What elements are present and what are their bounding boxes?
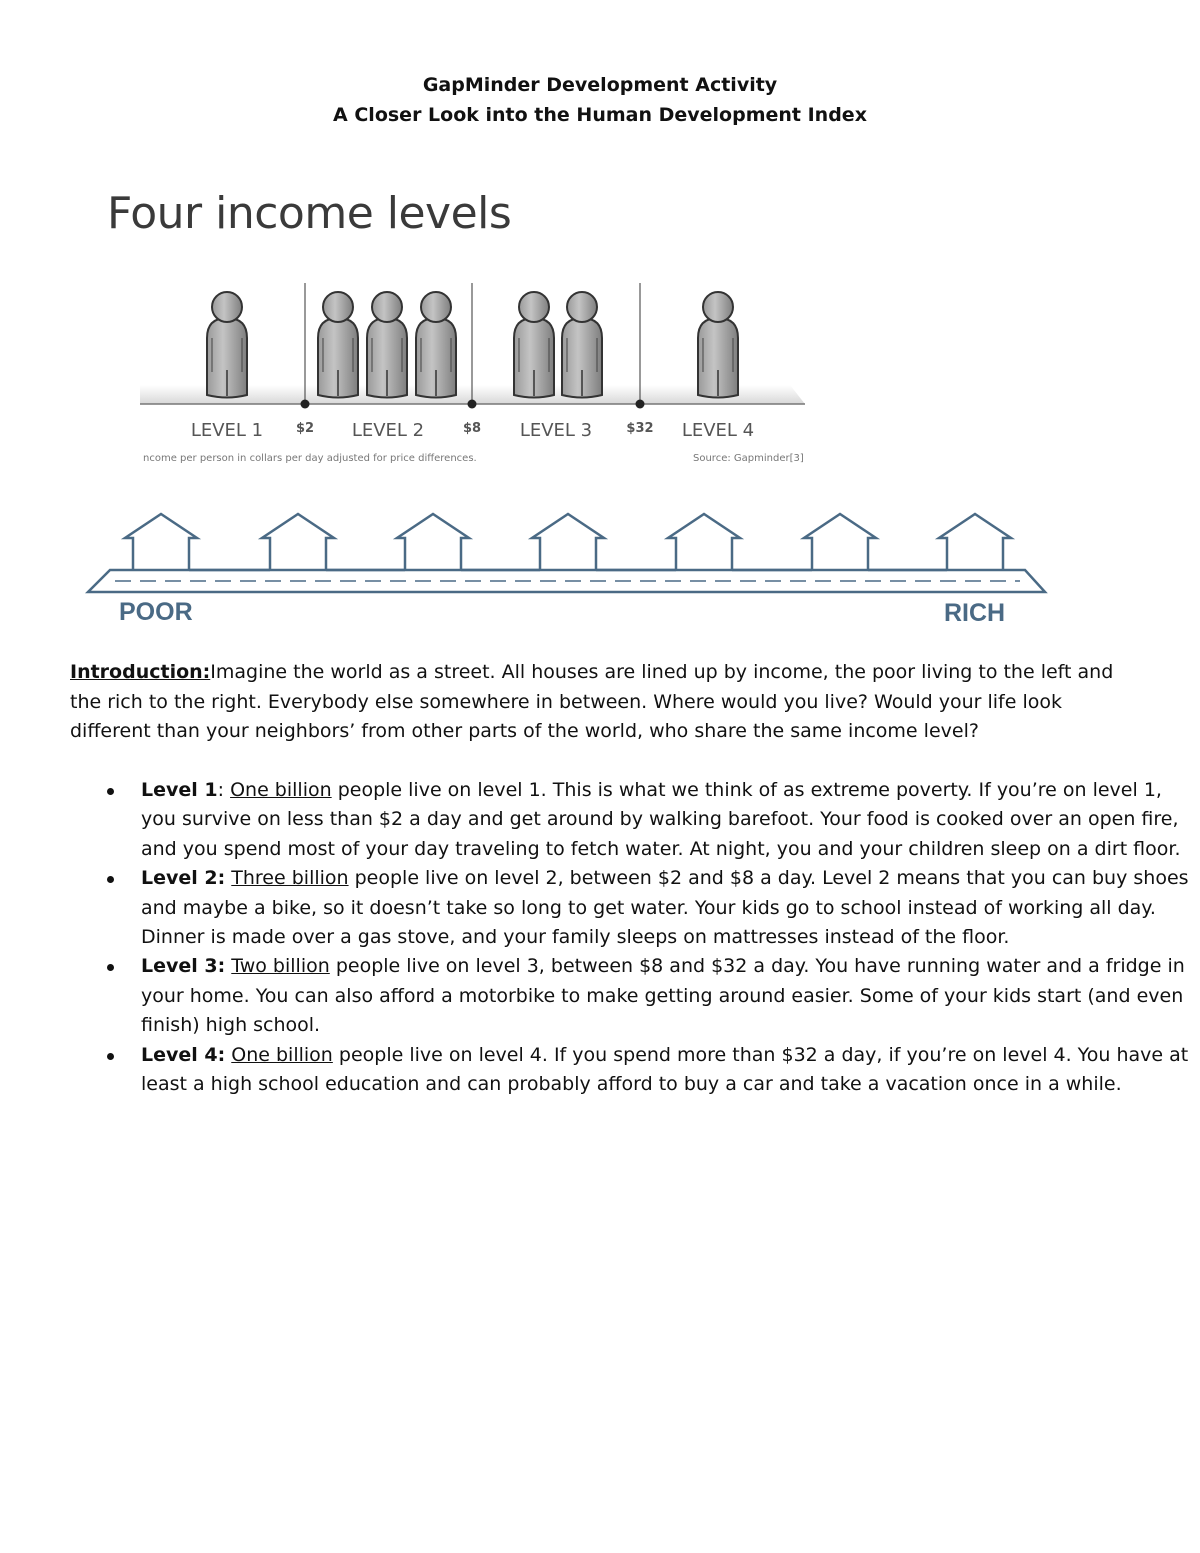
threshold-label: $2 bbox=[295, 421, 315, 436]
figure-title: Four income levels bbox=[107, 188, 512, 239]
level-population: Two billion bbox=[231, 955, 330, 978]
figure-source: Source: Gapminder[3] bbox=[693, 453, 804, 464]
bullet-icon bbox=[107, 876, 114, 883]
person-figure bbox=[562, 292, 602, 398]
person-figure bbox=[698, 292, 738, 398]
level-description: people live on level 1. This is what we think of as extreme poverty. If you’re on level 1, you survive on less than $2 a day and get around by walking barefoot. Your food is cooked over an open fire, and you spend most of your day traveling to fetch water. At night, you and your children sleep on a dirt floor. bbox=[141, 779, 1181, 860]
level-population: Three billion bbox=[231, 867, 349, 890]
level-item bbox=[141, 1041, 1200, 1100]
figure-note: ncome per person in collars per day adjusted for price differences. bbox=[143, 453, 477, 464]
level-name: Level 2: bbox=[141, 867, 226, 890]
level-description: people live on level 4. If you spend more than $32 a day, if you’re on level 4. You have at least a high school education and can probably afford to buy a car and take a vacation once in a while. bbox=[141, 1043, 1189, 1096]
threshold-marker bbox=[468, 400, 477, 409]
bullet-icon bbox=[107, 1053, 114, 1060]
introduction-paragraph bbox=[70, 658, 1130, 747]
levels-list bbox=[70, 776, 1200, 1099]
street-house bbox=[804, 514, 876, 570]
introduction-lead: Introduction: bbox=[70, 661, 211, 683]
person-figure bbox=[416, 292, 456, 398]
level-label: LEVEL 1 bbox=[190, 420, 264, 441]
street-diagram bbox=[88, 514, 1045, 627]
level-label: LEVEL 2 bbox=[351, 420, 425, 441]
introduction-text: Imagine the world as a street. All houses are lined up by income, the poor living to the left and the rich to the right. Everybody else somewhere in between. Where would you live? Would your life look different than your neighbors’ from other parts of the world, who share the same income level? bbox=[70, 661, 1114, 742]
person-figure bbox=[367, 292, 407, 398]
document-title: GapMinder Development Activity bbox=[422, 74, 778, 96]
street-house bbox=[668, 514, 740, 570]
street-house bbox=[262, 514, 334, 570]
person-figure bbox=[318, 292, 358, 398]
bullet-icon bbox=[107, 788, 114, 795]
threshold-label: $8 bbox=[462, 421, 482, 436]
level-name: Level 1 bbox=[141, 779, 218, 801]
level-population: One billion bbox=[231, 1043, 333, 1066]
income-levels-figure bbox=[0, 0, 1200, 640]
street-house bbox=[125, 514, 197, 570]
street-poor-label: POOR bbox=[119, 598, 193, 626]
street-rich-label: RICH bbox=[944, 599, 1006, 627]
person-figure bbox=[514, 292, 554, 398]
street-house bbox=[397, 514, 469, 570]
level-name: Level 3: bbox=[141, 955, 226, 978]
document-subtitle: A Closer Look into the Human Development Index bbox=[333, 104, 867, 126]
person-figure bbox=[207, 292, 247, 398]
level-description: people live on level 3, between $8 and $32 a day. You have running water and a fridge in your home. You can also afford a motorbike to make getting around easier. Some of your kids start (and even finish) high school. bbox=[141, 955, 1185, 1037]
level-population: One billion bbox=[230, 779, 332, 801]
level-separator: : bbox=[217, 779, 231, 801]
level-description: people live on level 2, between $2 and $8 a day. Level 2 means that you can buy shoes and maybe a bike, so it doesn’t take so long to get water. Your kids go to school instead of working all day. Dinner is made over a gas stove, and your family sleeps on mattresses instead of the floor. bbox=[141, 867, 1189, 949]
level-label: LEVEL 3 bbox=[519, 420, 593, 441]
level-item bbox=[141, 952, 1200, 1040]
level-name: Level 4: bbox=[141, 1043, 226, 1066]
level-item bbox=[141, 864, 1200, 952]
level-label: LEVEL 4 bbox=[681, 420, 755, 441]
threshold-label: $32 bbox=[626, 421, 654, 436]
bullet-icon bbox=[107, 964, 114, 971]
street-house bbox=[939, 514, 1011, 570]
street-house bbox=[532, 514, 604, 570]
threshold-marker bbox=[636, 400, 645, 409]
threshold-marker bbox=[301, 400, 310, 409]
level-item bbox=[141, 776, 1200, 864]
